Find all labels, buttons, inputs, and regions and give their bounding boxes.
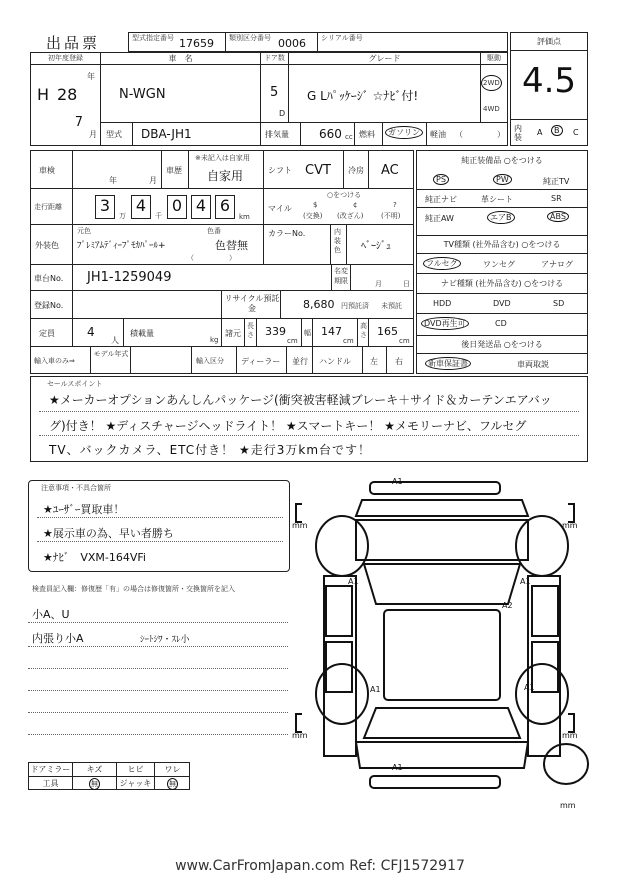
mileage-opt1: $ (313, 201, 318, 209)
width-cm: cm (343, 337, 354, 345)
tv-title: TV種類 (社外品含む) ○をつける (417, 235, 587, 253)
usage-label: 車歴 (166, 166, 182, 175)
equip-aw: 純正AW (425, 214, 454, 223)
chassis-label: 車台No. (34, 274, 64, 283)
windshield (364, 564, 520, 604)
class-no: 0006 (278, 37, 306, 50)
score-label: 評価点 (511, 33, 587, 51)
nc-month: 月 (375, 280, 382, 288)
import-cat-label: 輸入区分 (196, 357, 224, 365)
inspector-line-1: 小A、U (32, 608, 70, 621)
trunk (356, 742, 528, 768)
recycle-value: 8,680 (303, 298, 335, 311)
capacity-value: 4 (87, 325, 95, 339)
color-paren: （ ） (187, 254, 236, 262)
missing-r2: 無 (91, 779, 98, 788)
interior-a: A (537, 128, 543, 137)
mark-left-front: A1 (348, 577, 359, 586)
mileage-digit-1: 3 (95, 195, 115, 219)
serial-label: シリアル番号 (321, 34, 363, 42)
load-unit: kg (210, 336, 219, 344)
rear-right-corner (568, 714, 574, 732)
navi-title: ナビ種類 (社外品含む) ○をつける (417, 273, 587, 293)
insp-year-unit: 年 (109, 176, 117, 185)
mark-right-front: A1 (520, 577, 531, 586)
doors-value: 5 (270, 85, 279, 100)
insp-month-unit: 月 (149, 176, 157, 185)
roof (384, 610, 500, 700)
mileage-sen: 千 (155, 212, 162, 220)
rear-left-corner (296, 714, 302, 732)
vehicle-name: N-WGN (119, 87, 166, 102)
header-codes (128, 32, 508, 52)
year-unit: 年 (87, 72, 95, 81)
score-value: 4.5 (521, 61, 577, 101)
inspector-line-2b: ｼｰﾄｼﾜ・ｽﾚ小 (140, 635, 190, 645)
inspection-label: 車検 (39, 166, 55, 175)
equip-abs: ABS (547, 211, 569, 222)
tv-oneseg: ワンセグ (483, 260, 515, 269)
length-cm: cm (287, 337, 298, 345)
recycle-unpaid: 未預託 (381, 302, 402, 310)
front-left-wheel (316, 516, 368, 576)
mileage-opt3: ? (393, 201, 397, 209)
front-right-corner (568, 504, 574, 522)
recycle-label: リサイクル預託金 (224, 294, 280, 313)
navi-cd: CD (495, 319, 507, 328)
equip-leather: 革シート (481, 195, 513, 204)
notes-line-3: ★ﾅﾋﾞ VXM-164VFi (43, 551, 146, 564)
nc-day: 日 (403, 280, 410, 288)
length-value: 339 (265, 325, 286, 338)
mark-right-rear: A1 (524, 683, 535, 692)
right-front-door (532, 586, 558, 636)
name-change-label: 名変期限 (334, 267, 348, 285)
reg-year: 28 (57, 85, 78, 104)
type-no: 17659 (179, 37, 214, 50)
missing-r1: 工具 (28, 776, 72, 790)
score-box (510, 32, 588, 146)
inspector-label: 検査員記入欄：修復歴「有」の場合は修復箇所・交換箇所を記入 (32, 585, 235, 593)
handle-left: 左 (370, 357, 378, 366)
equip-pw: PW (493, 174, 512, 185)
mileage-circle-note: ○をつける (327, 191, 362, 199)
color-label: 外装色 (35, 241, 59, 250)
month-unit: 月 (89, 130, 97, 139)
docs-warranty: 新車保証書 (425, 357, 471, 370)
mileage-label: 走行距離 (34, 203, 62, 211)
sales-label: セールスポイント (47, 380, 103, 388)
int-color: ﾍﾞｰｼﾞｭ (361, 241, 391, 252)
missing-h3: ヒビ (116, 762, 154, 776)
sales-line-1: ★メーカーオプションあんしんパッケージ(衝突被害軽減ブレーキ＋サイド＆カーテンエアバッ (49, 393, 552, 407)
missing-r4: 無 (169, 779, 176, 788)
equip-ps: PS (433, 174, 449, 185)
interior-c: C (573, 128, 579, 137)
vehicle-main-block: 初年度登録 H 28 年 7 月 車 名 N-WGN ドア数 5 D グレード G Lﾊﾟｯｹｰｼﾞ ☆ﾅﾋﾞ付! 駆動 2WD 4WD 型式 DBA-JH1 排気量 660 cc 燃料 ガソリン 軽油 （ ） (30, 52, 508, 146)
height-cm: cm (399, 337, 410, 345)
notes-line-2: ★展示車の為、早い者勝ち (43, 527, 174, 540)
mm-rl: mm (292, 731, 308, 740)
missing-r3: ジャッキ (116, 776, 154, 790)
mileage-opt2-sub: (改ざん) (337, 212, 364, 220)
grade-label: グレード (289, 53, 480, 65)
mileage-opt2: ¢ (353, 201, 358, 209)
spare-tire (544, 744, 588, 784)
cc-label: 排気量 (265, 130, 289, 139)
load-label: 積載量 (130, 329, 154, 338)
cc-unit: cc (345, 133, 353, 141)
mark-rear: A1 (392, 763, 403, 772)
missing-h1: ドアミラー (28, 762, 72, 776)
import-label: 輸入車のみ⇒ (34, 357, 75, 365)
navi-dvd-play: DVD再生可 (421, 317, 469, 330)
mark-front-bumper: A1 (392, 477, 403, 486)
mm-rr: mm (562, 731, 578, 740)
handle-right: 右 (395, 357, 403, 366)
mileage-digit-5: 6 (215, 195, 235, 219)
class-no-label: 類別区分番号 (229, 34, 271, 42)
docs-manual: 車両取説 (517, 360, 549, 369)
first-reg-label: 初年度登録 (31, 53, 100, 65)
mm-fr: mm (562, 521, 578, 530)
docs-title: 後日発送品 ○をつける (417, 335, 587, 353)
missing-h2: キズ (72, 762, 116, 776)
equipment-block (416, 150, 588, 374)
mm-fl: mm (292, 521, 308, 530)
mileage-digit-3: 0 (167, 195, 187, 219)
mileage-opt1-sub: (交換) (303, 212, 323, 220)
handle-label: ハンドル (319, 357, 351, 366)
usage-note: ※未記入は自家用 (195, 154, 250, 162)
navi-dvd: DVD (493, 299, 511, 308)
navi-hdd: HDD (433, 299, 452, 308)
fuel-label: 燃料 (359, 130, 375, 139)
left-front-door (326, 586, 352, 636)
inspector-block (28, 584, 290, 744)
sales-line-3: TV、バックカメラ、ETC付き！ ★走行3万km台です！ (49, 443, 372, 457)
tv-analog: アナログ (541, 260, 573, 269)
type-no-label: 型式指定番号 (132, 34, 174, 42)
chassis-value: JH1-1259049 (87, 270, 172, 285)
notes-line-1: ★ﾕｰｻﾞｰ買取車！ (43, 503, 125, 516)
rear-window (364, 708, 520, 738)
diesel-label: 軽油 (430, 130, 446, 139)
dealer-option: ディーラー (241, 357, 281, 366)
equip-airbag: エアB (487, 211, 515, 224)
shift-label: シフト (268, 166, 292, 175)
model-value: DBA-JH1 (141, 127, 192, 141)
model-year-label: モデル年式 (93, 350, 129, 358)
hood (356, 520, 528, 560)
capacity-unit: 人 (111, 336, 119, 345)
car-damage-diagram (292, 476, 592, 812)
mark-left-rear: A1 (370, 685, 381, 694)
inspector-line-2: 内張り小A (32, 632, 84, 645)
reg-month: 7 (75, 115, 83, 130)
tv-fullseg: フルセグ (423, 257, 461, 270)
model-label: 型式 (106, 130, 122, 139)
mark-right-mid: A2 (502, 601, 513, 610)
doors-label: ドア数 (261, 53, 288, 65)
doors-sub: D (279, 109, 286, 118)
orig-color: ﾌﾟﾚﾐｱﾑﾃﾞｨｰﾌﾟﾓｶﾊﾟｰﾙ+ (77, 241, 166, 251)
orig-color-label: 元色 (77, 227, 91, 235)
capacity-label: 定員 (39, 329, 55, 338)
mileage-opt3-sub: (不明) (381, 212, 401, 220)
fuel-gasoline: ガソリン (385, 126, 423, 139)
interior-label: 内装 (514, 124, 522, 142)
height-value: 165 (377, 325, 398, 338)
sales-point-block (30, 376, 588, 462)
expense-label: 諸元 (225, 329, 241, 338)
notes-label: 注意事項・不具合箇所 (41, 484, 111, 492)
mileage-km: km (239, 213, 250, 221)
interior-b: B (551, 125, 563, 136)
mm-spare: mm (560, 801, 576, 810)
footer-reference: www.CarFromJapan.com Ref: CFJ1572917 (175, 858, 465, 874)
drive-4wd: 4WD (483, 105, 500, 113)
reg-label: 登録No. (34, 301, 64, 310)
era: H (37, 85, 50, 104)
ac-value: AC (381, 163, 399, 178)
shift-value: CVT (305, 163, 331, 178)
repaint-value: 色替無 (215, 239, 248, 252)
spec-block (30, 150, 414, 374)
rear-bumper (370, 776, 500, 788)
parallel-option: 並行 (292, 357, 308, 366)
length-label: 長さ (247, 322, 254, 339)
equip-title: 純正装備品 ○をつける (461, 156, 543, 165)
missing-table (28, 762, 190, 790)
color-num-label: 色番 (207, 227, 221, 235)
ac-label: 冷房 (348, 166, 364, 175)
mile-label: マイル (268, 204, 292, 213)
drive-2wd: 2WD (481, 75, 502, 91)
hood-top (356, 500, 528, 516)
equip-navi: 純正ナビ (425, 195, 457, 204)
drive-label: 駆動 (481, 53, 507, 65)
equip-sr: SR (551, 194, 562, 203)
width-label: 幅 (304, 329, 311, 337)
navi-sd: SD (553, 299, 565, 308)
missing-h4: ワレ (154, 762, 190, 776)
sheet-title: 出品票 (46, 34, 101, 52)
front-bumper (370, 482, 500, 494)
mileage-man: 万 (119, 212, 126, 220)
color-no-label: カラーNo. (268, 229, 306, 238)
equip-tv: 純正TV (543, 177, 570, 186)
front-right-wheel (516, 516, 568, 576)
height-label: 高さ (360, 322, 367, 339)
mileage-digit-4: 4 (191, 195, 211, 219)
notes-block (28, 480, 290, 572)
width-value: 147 (321, 325, 342, 338)
sales-line-2: グ)付き！ ★ディスチャージヘッドライト！ ★スマートキー！ ★メモリーナビ、フルセグ (49, 419, 527, 433)
recycle-unit: 円預託済 (341, 302, 369, 310)
int-color-label: 内装色 (334, 228, 341, 254)
grade-value: G Lﾊﾟｯｹｰｼﾞ ☆ﾅﾋﾞ付! (307, 89, 419, 103)
front-left-corner (296, 504, 302, 522)
mileage-digit-2: 4 (131, 195, 151, 219)
name-label: 車 名 (101, 53, 260, 65)
usage-value: 自家用 (207, 169, 244, 183)
cc-value: 660 (319, 127, 342, 141)
